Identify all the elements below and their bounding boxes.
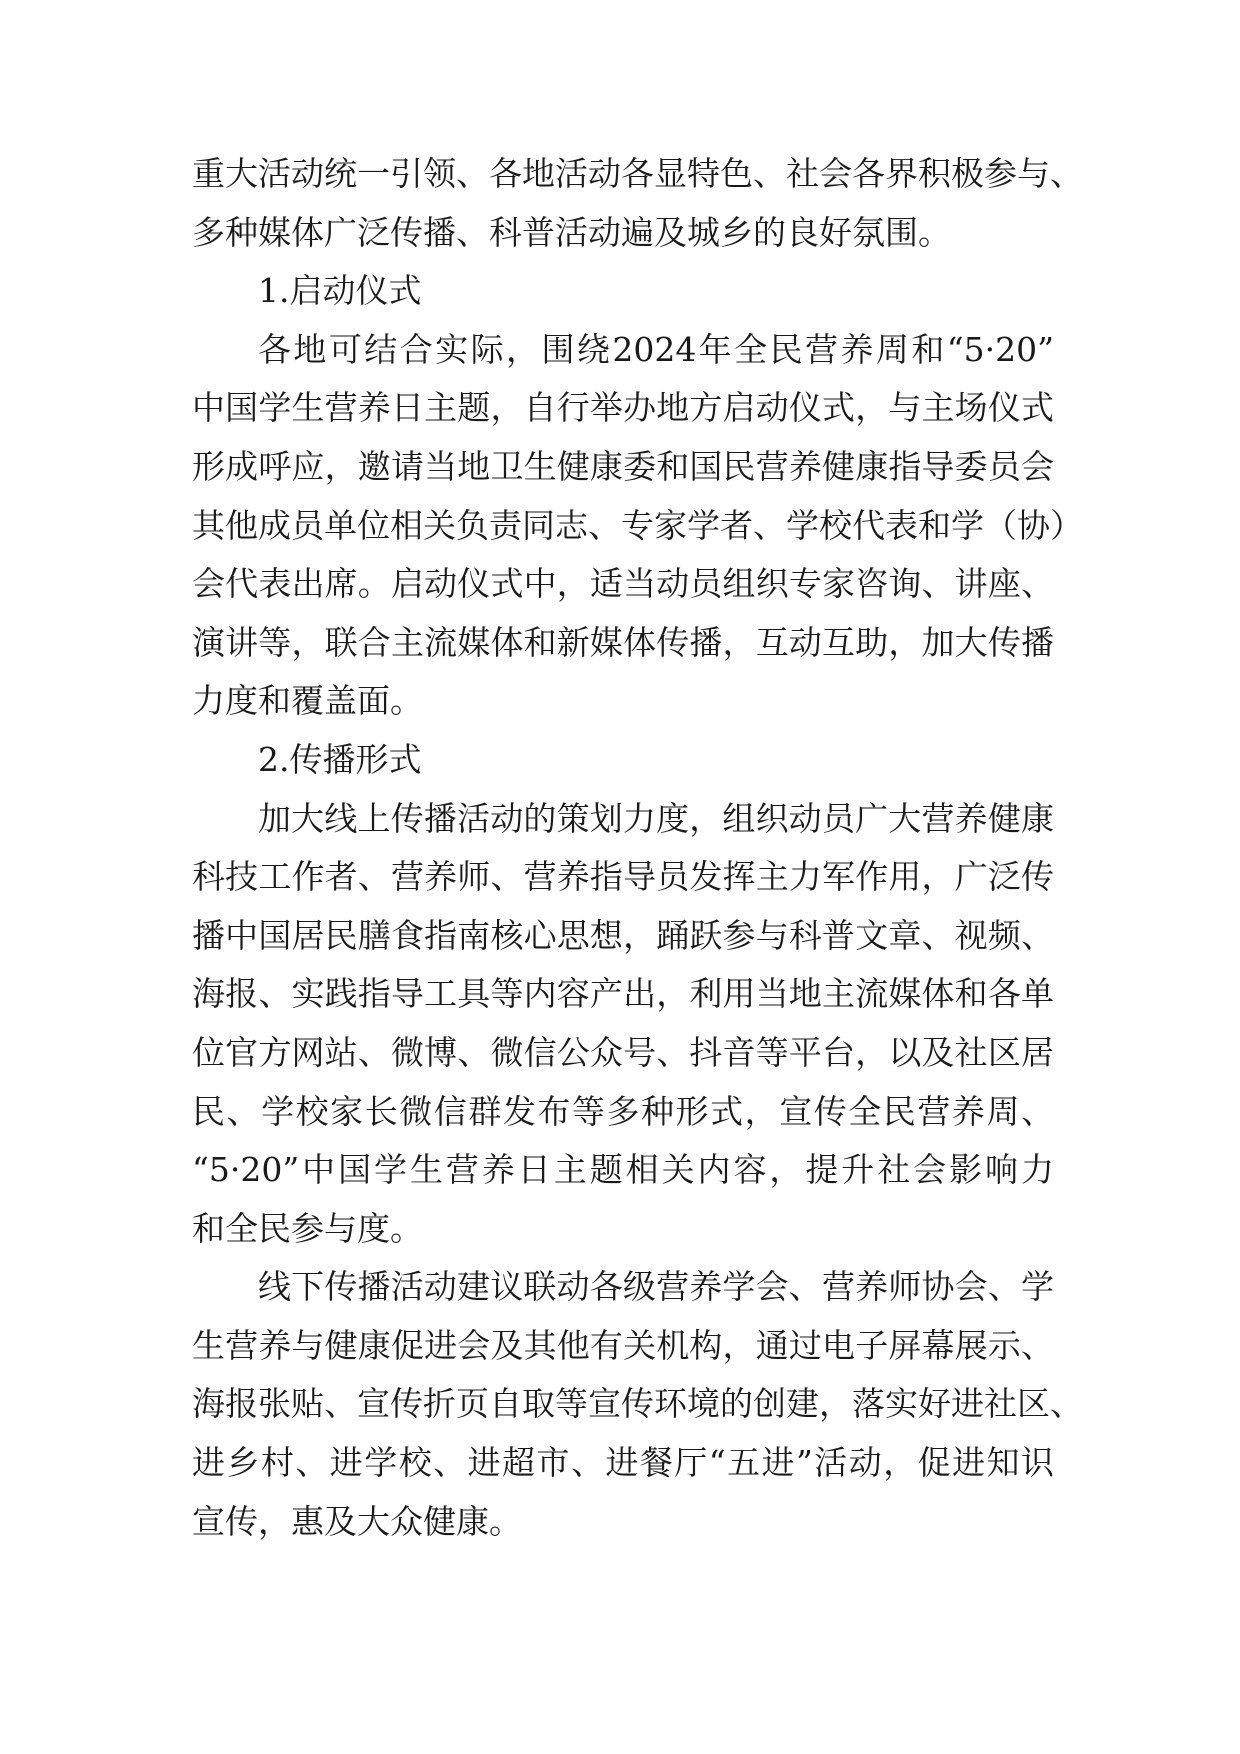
text-line: 中国学生营养日主题，自行举办地方启动仪式，与主场仪式	[192, 388, 1054, 428]
section-heading: 1.启动仪式	[258, 271, 422, 311]
text-line: 演讲等，联合主流媒体和新媒体传播，互动互助，加大传播	[192, 622, 1054, 662]
text-line: 各地可结合实际，围绕2024年全民营养周和“5·20”	[258, 329, 1054, 369]
text-line: 位官方网站、微博、微信公众号、抖音等平台，以及社区居	[192, 1032, 1054, 1072]
text-line: 民、学校家长微信群发布等多种形式，宣传全民营养周、	[192, 1091, 1054, 1131]
text-line: 海报张贴、宣传折页自取等宣传环境的创建，落实好进社区、	[192, 1384, 1083, 1424]
text-line: 播中国居民膳食指南核心思想，踊跃参与科普文章、视频、	[192, 915, 1054, 955]
text-line: 线下传播活动建议联动各级营养学会、营养师协会、学	[258, 1267, 1054, 1307]
text-line: 海报、实践指导工具等内容产出，利用当地主流媒体和各单	[192, 974, 1054, 1014]
section-heading: 2.传播形式	[258, 739, 422, 779]
text-line: “5·20”中国学生营养日主题相关内容，提升社会影响力	[192, 1150, 1054, 1190]
text-line: 力度和覆盖面。	[192, 681, 423, 721]
text-line: 会代表出席。启动仪式中，适当动员组织专家咨询、讲座、	[192, 564, 1054, 604]
text-line: 生营养与健康促进会及其他有关机构，通过电子屏幕展示、	[192, 1325, 1054, 1365]
text-line: 科技工作者、营养师、营养指导员发挥主力军作用，广泛传	[192, 857, 1054, 897]
document-body	[192, 145, 1083, 1551]
text-line: 加大线上传播活动的策划力度，组织动员广大营养健康	[258, 798, 1054, 838]
text-line: 重大活动统一引领、各地活动各显特色、社会各界积极参与、	[192, 154, 1083, 193]
text-line: 进乡村、进学校、进超市、进餐厅“五进”活动，促进知识	[192, 1443, 1054, 1483]
text-line: 其他成员单位相关负责同志、专家学者、学校代表和学（协）	[192, 505, 1083, 545]
text-line: 和全民参与度。	[192, 1208, 423, 1248]
text-line: 宣传，惠及大众健康。	[192, 1501, 522, 1541]
text-line: 形成呼应，邀请当地卫生健康委和国民营养健康指导委员会	[192, 446, 1054, 486]
text-line: 多种媒体广泛传播、科普活动遍及城乡的良好氛围。	[192, 212, 951, 252]
